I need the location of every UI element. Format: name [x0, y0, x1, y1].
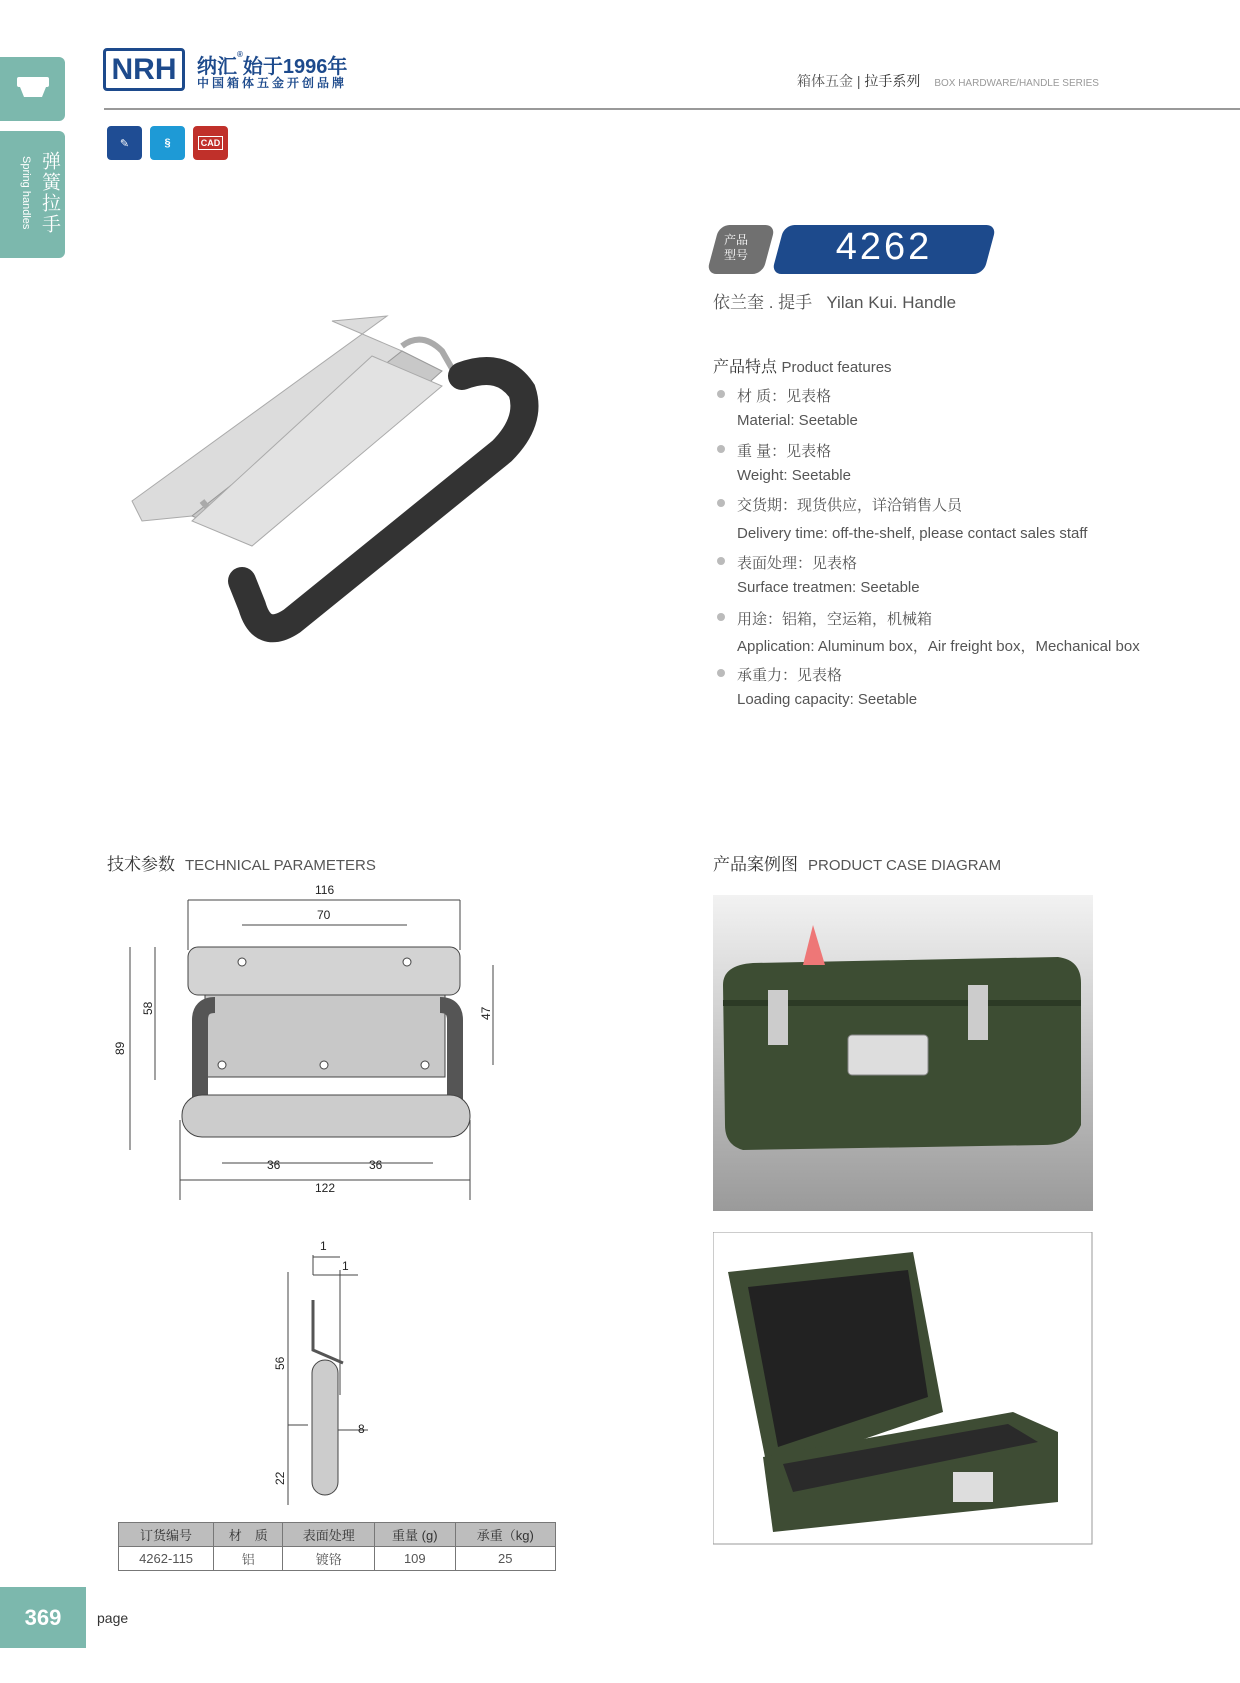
features-title-en: Product features — [781, 359, 892, 376]
dim-36a: 36 — [267, 1158, 281, 1172]
table-header-row — [119, 1523, 556, 1547]
dim-56: 56 — [273, 1356, 287, 1370]
cad-icon[interactable] — [193, 126, 228, 160]
feature-item: 表面处理：见表格 Surface treatmen: Seetable — [737, 552, 920, 596]
dim-22: 22 — [273, 1471, 287, 1485]
brand-tagline: 始于1996年 — [242, 56, 348, 78]
col-header: 订货编号 — [119, 1523, 214, 1547]
feature-item: 用途：铝箱，空运箱，机械箱 Application: Aluminum box，Air freight box，Mechanical box — [737, 608, 1140, 656]
dim-58: 58 — [141, 1001, 155, 1015]
product-subtitle — [713, 288, 956, 313]
feature-item: 承重力：见表格 Loading capacity: Seetable — [737, 664, 917, 708]
sidebar-tab-category[interactable] — [0, 131, 65, 258]
dim-1b: 1 — [342, 1259, 349, 1273]
cell: 铝 — [214, 1547, 283, 1571]
cell: 109 — [375, 1547, 455, 1571]
page-label: page — [97, 1610, 129, 1626]
col-header: 材 质 — [214, 1523, 283, 1547]
case-title — [713, 850, 1001, 875]
dim-116: 116 — [315, 883, 335, 897]
dim-1a: 1 — [320, 1239, 327, 1253]
features-title — [713, 354, 892, 377]
dim-8: 8 — [358, 1422, 365, 1436]
dim-36b: 36 — [369, 1158, 383, 1172]
header-en: BOX HARDWARE/HANDLE SERIES — [934, 78, 1099, 89]
brand-name-cn: 纳汇 — [197, 56, 237, 78]
dim-89: 89 — [113, 1041, 127, 1055]
case-photo-closed — [713, 895, 1093, 1211]
tech-title — [107, 850, 376, 875]
header-cat2: 拉手系列 — [864, 73, 921, 89]
page-number: 369 — [0, 1587, 86, 1648]
case-title-cn: 产品案例图 — [713, 855, 798, 874]
brand-name: 纳汇®始于1996年 — [197, 50, 348, 78]
category-cn: 弹簧拉手 — [39, 151, 60, 235]
tech-title-en: TECHNICAL PARAMETERS — [185, 857, 376, 874]
model-number: 4262 — [835, 226, 933, 268]
tech-title-cn: 技术参数 — [107, 855, 175, 874]
col-header: 重量 (g) — [375, 1523, 455, 1547]
cad-label: CAD — [198, 136, 224, 150]
cell: 4262-115 — [119, 1547, 214, 1571]
case-title-en: PRODUCT CASE DIAGRAM — [808, 857, 1002, 874]
subtitle-en: Yilan Kui. Handle — [826, 293, 957, 312]
feature-item: 重 量：见表格 Weight: Seetable — [737, 440, 851, 484]
spring-icon[interactable]: § — [150, 126, 185, 160]
product-image — [102, 311, 548, 655]
cell: 25 — [455, 1547, 555, 1571]
brand-sub: 中国箱体五金开创品牌 — [197, 76, 348, 90]
front-drawing — [110, 880, 510, 1210]
category-en: Spring handles — [20, 156, 32, 230]
model-label: 产品型号 — [724, 233, 749, 262]
feature-item: 交货期：现货供应，详洽销售人员 Delivery time: off-the-shelf, please contact sales staff — [737, 494, 1087, 542]
col-header: 表面处理 — [283, 1523, 375, 1547]
spec-table — [118, 1522, 556, 1571]
case-photo-open — [713, 1232, 1093, 1545]
dim-47: 47 — [479, 1006, 493, 1020]
brand-logo: NRH — [103, 48, 185, 91]
header-cat1: 箱体五金 — [797, 73, 853, 89]
header-category: 箱体五金 | 拉手系列 BOX HARDWARE/HANDLE SERIES — [797, 73, 1099, 89]
features-title-cn: 产品特点 — [713, 359, 778, 376]
dim-70: 70 — [317, 908, 331, 922]
side-drawing — [268, 1235, 378, 1505]
feature-item: 材 质：见表格 Material: Seetable — [737, 385, 858, 429]
table-row — [119, 1547, 556, 1571]
cell: 镀铬 — [283, 1547, 375, 1571]
sidebar-tab-icon[interactable] — [0, 57, 65, 121]
col-header: 承重（kg) — [455, 1523, 555, 1547]
dim-122: 122 — [315, 1181, 336, 1195]
subtitle-cn: 依兰奎 . 提手 — [713, 293, 813, 312]
header-divider — [104, 108, 1240, 110]
handle-icon — [16, 75, 50, 101]
tools-icon[interactable]: ✎ — [107, 126, 142, 160]
